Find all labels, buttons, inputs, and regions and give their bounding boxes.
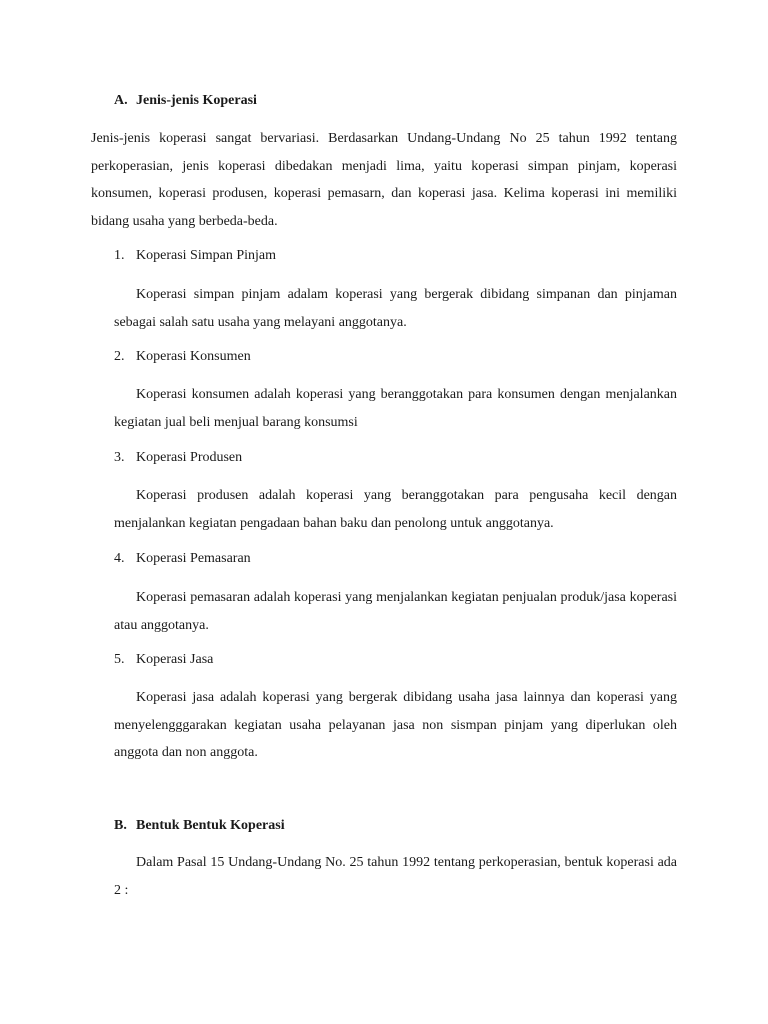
list-item-label: Koperasi Pemasaran bbox=[136, 551, 251, 566]
list-item-title bbox=[114, 248, 276, 264]
section-b-heading bbox=[114, 818, 285, 834]
list-item-description: Koperasi simpan pinjam adalam koperasi yang bergerak dibidang simpanan dan pinjaman sebagai salah satu usaha yang melayani anggotanya. bbox=[114, 287, 677, 330]
list-item-title bbox=[114, 450, 242, 466]
list-item-number: 4. bbox=[114, 551, 125, 566]
list-item-number: 5. bbox=[114, 652, 125, 667]
list-item-description: Koperasi jasa adalah koperasi yang bergerak dibidang usaha jasa lainnya dan koperasi yang menyelengggarakan kegiatan usaha pelayanan jasa non sismpan pinjam yang diperlukan oleh anggota dan non anggota. bbox=[114, 690, 677, 760]
list-item-title bbox=[114, 652, 213, 668]
list-item-label: Koperasi Simpan Pinjam bbox=[136, 248, 276, 263]
list-item-description: Koperasi pemasaran adalah koperasi yang menjalankan kegiatan penjualan produk/jasa koperasi atau anggotanya. bbox=[114, 590, 677, 633]
section-b-letter: B. bbox=[114, 818, 127, 833]
list-item-title bbox=[114, 349, 251, 365]
list-item-description: Koperasi konsumen adalah koperasi yang beranggotakan para konsumen dengan menjalankan kegiatan jual beli menjual barang konsumsi bbox=[114, 387, 677, 430]
list-item-label: Koperasi Jasa bbox=[136, 652, 214, 667]
section-a-title: Jenis-jenis Koperasi bbox=[136, 93, 257, 108]
section-b-intro: Dalam Pasal 15 Undang-Undang No. 25 tahun 1992 tentang perkoperasian, bentuk koperasi ada 2 : bbox=[114, 855, 677, 898]
list-item-number: 3. bbox=[114, 450, 125, 465]
section-b-title: Bentuk Bentuk Koperasi bbox=[136, 818, 285, 833]
list-item-title bbox=[114, 551, 251, 567]
list-item-number: 2. bbox=[114, 349, 125, 364]
list-item-number: 1. bbox=[114, 248, 125, 263]
section-a-letter: A. bbox=[114, 93, 128, 108]
section-a-intro: Jenis-jenis koperasi sangat bervariasi. Berdasarkan Undang-Undang No 25 tahun 1992 tentang perkoperasian, jenis koperasi dibedakan menjadi lima, yaitu koperasi simpan pinjam, koperasi konsumen, koperasi produsen, koperasi pemasarn, dan koperasi jasa. Kelima koperasi ini memiliki bidang usaha yang berbeda-beda. bbox=[91, 131, 677, 229]
list-item-label: Koperasi Konsumen bbox=[136, 349, 251, 364]
section-a-heading bbox=[114, 93, 257, 109]
list-item-description: Koperasi produsen adalah koperasi yang beranggotakan para pengusaha kecil dengan menjalankan kegiatan pengadaan bahan baku dan penolong untuk anggotanya. bbox=[114, 488, 677, 531]
list-item-label: Koperasi Produsen bbox=[136, 450, 243, 465]
